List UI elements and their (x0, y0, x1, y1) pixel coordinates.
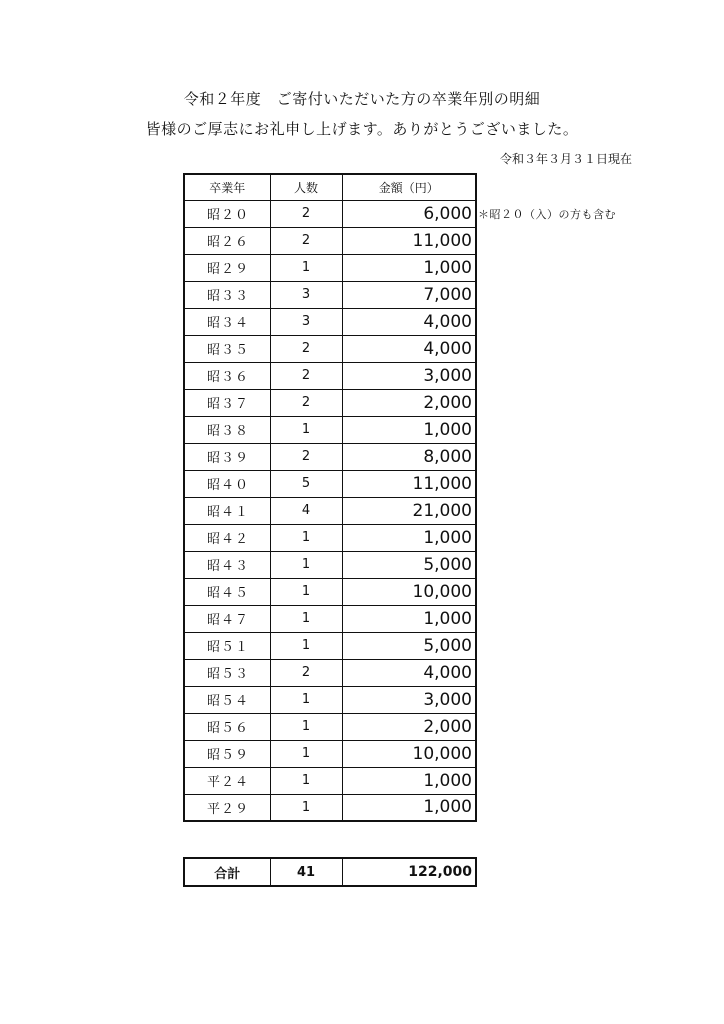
people-cell: 1 (270, 794, 342, 821)
year-cell: 昭５６ (184, 713, 270, 740)
year-cell: 昭３４ (184, 308, 270, 335)
total-label: 合計 (184, 858, 270, 886)
year-cell: 昭３６ (184, 362, 270, 389)
table-row (184, 362, 476, 389)
table-row (184, 227, 476, 254)
people-cell: 1 (270, 740, 342, 767)
people-cell: 1 (270, 767, 342, 794)
amount-cell: 1,000 (342, 416, 476, 443)
people-cell: 1 (270, 578, 342, 605)
amount-cell: 1,000 (342, 794, 476, 821)
amount-cell: 4,000 (342, 335, 476, 362)
people-cell: 1 (270, 632, 342, 659)
table-row (184, 308, 476, 335)
header-people: 人数 (270, 174, 342, 200)
total-row (184, 858, 476, 886)
year-cell: 昭３９ (184, 443, 270, 470)
year-cell: 昭４２ (184, 524, 270, 551)
amount-cell: 2,000 (342, 389, 476, 416)
table-row (184, 200, 476, 227)
year-cell: 昭５３ (184, 659, 270, 686)
amount-cell: 4,000 (342, 308, 476, 335)
people-cell: 1 (270, 551, 342, 578)
people-cell: 1 (270, 524, 342, 551)
year-cell: 昭４１ (184, 497, 270, 524)
amount-cell: 8,000 (342, 443, 476, 470)
amount-cell: 3,000 (342, 362, 476, 389)
year-cell: 昭５１ (184, 632, 270, 659)
people-cell: 2 (270, 443, 342, 470)
amount-cell: 1,000 (342, 524, 476, 551)
as-of-date: 令和３年３月３１日現在 (499, 152, 632, 166)
year-cell: 昭５４ (184, 686, 270, 713)
people-cell: 2 (270, 389, 342, 416)
people-cell: 2 (270, 659, 342, 686)
table-body (184, 200, 476, 821)
year-cell: 平２４ (184, 767, 270, 794)
people-cell: 2 (270, 362, 342, 389)
year-cell: 平２９ (184, 794, 270, 821)
table-row (184, 335, 476, 362)
total-table (183, 857, 477, 887)
people-cell: 1 (270, 713, 342, 740)
year-cell: 昭４３ (184, 551, 270, 578)
year-cell: 昭２６ (184, 227, 270, 254)
donation-table (183, 173, 477, 822)
amount-cell: 4,000 (342, 659, 476, 686)
table-row (184, 794, 476, 821)
table-row (184, 389, 476, 416)
year-cell: 昭３７ (184, 389, 270, 416)
people-cell: 1 (270, 605, 342, 632)
year-cell: 昭３３ (184, 281, 270, 308)
table-row (184, 443, 476, 470)
amount-cell: 11,000 (342, 470, 476, 497)
amount-cell: 7,000 (342, 281, 476, 308)
table-row (184, 578, 476, 605)
amount-cell: 6,000 (342, 200, 476, 227)
table-row (184, 605, 476, 632)
table-row (184, 767, 476, 794)
amount-cell: 1,000 (342, 254, 476, 281)
total-amount: 122,000 (342, 858, 476, 886)
amount-cell: 1,000 (342, 605, 476, 632)
people-cell: 1 (270, 254, 342, 281)
year-cell: 昭２９ (184, 254, 270, 281)
amount-cell: 1,000 (342, 767, 476, 794)
table-row (184, 524, 476, 551)
header-year: 卒業年 (184, 174, 270, 200)
amount-cell: 11,000 (342, 227, 476, 254)
table-row (184, 470, 476, 497)
table-row (184, 281, 476, 308)
table-row (184, 659, 476, 686)
people-cell: 5 (270, 470, 342, 497)
amount-cell: 2,000 (342, 713, 476, 740)
amount-cell: 5,000 (342, 632, 476, 659)
amount-cell: 3,000 (342, 686, 476, 713)
people-cell: 4 (270, 497, 342, 524)
table-row (184, 497, 476, 524)
amount-cell: 10,000 (342, 578, 476, 605)
year-cell: 昭４５ (184, 578, 270, 605)
people-cell: 2 (270, 335, 342, 362)
year-cell: 昭３５ (184, 335, 270, 362)
footnote: ＊昭２０（入）の方も含む (478, 208, 616, 221)
table-header-row (184, 174, 476, 200)
people-cell: 3 (270, 281, 342, 308)
amount-cell: 5,000 (342, 551, 476, 578)
page-subtitle: 皆様のご厚志にお礼申し上げます。ありがとうございました。 (145, 120, 579, 138)
table-row (184, 416, 476, 443)
year-cell: 昭５９ (184, 740, 270, 767)
table-row (184, 686, 476, 713)
amount-cell: 10,000 (342, 740, 476, 767)
year-cell: 昭２０ (184, 200, 270, 227)
people-cell: 1 (270, 416, 342, 443)
people-cell: 3 (270, 308, 342, 335)
table-row (184, 632, 476, 659)
people-cell: 1 (270, 686, 342, 713)
total-people: 41 (270, 858, 342, 886)
table-row (184, 254, 476, 281)
table-row (184, 740, 476, 767)
amount-cell: 21,000 (342, 497, 476, 524)
page-title: 令和２年度 ご寄付いただいた方の卒業年別の明細 (183, 90, 541, 108)
people-cell: 2 (270, 227, 342, 254)
year-cell: 昭４７ (184, 605, 270, 632)
header-amount: 金額（円） (342, 174, 476, 200)
year-cell: 昭４０ (184, 470, 270, 497)
year-cell: 昭３８ (184, 416, 270, 443)
table-row (184, 713, 476, 740)
table-row (184, 551, 476, 578)
people-cell: 2 (270, 200, 342, 227)
